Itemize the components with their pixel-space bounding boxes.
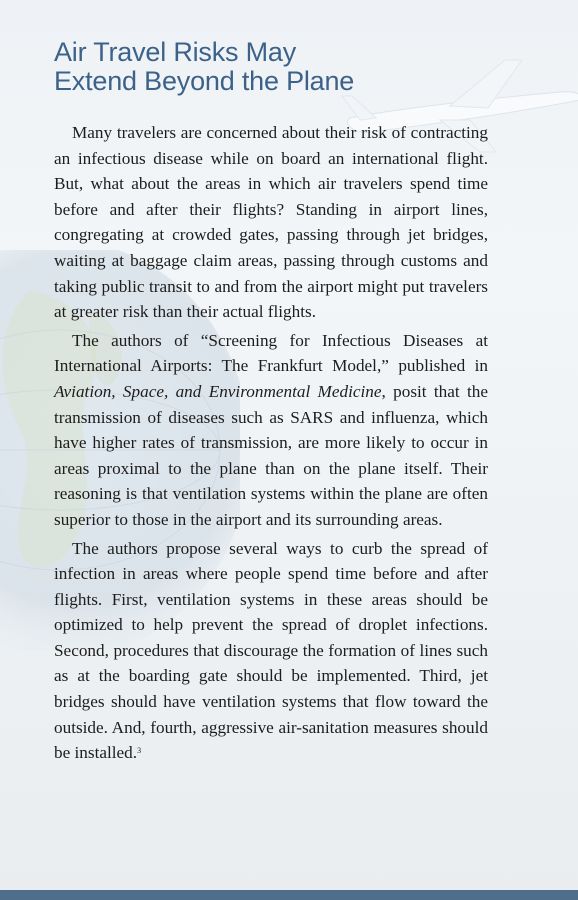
paragraph-1-text: Many travelers are concerned about their risk of contracting an infectious disease while on board an international flight. But, what about the areas in which air travelers spend time before and after their flights? Standing in airport lines, congregating at crowded gates, passing through jet bridges, waiting at baggage claim areas, passing through customs and taking public transit to and from the airport might put travelers at greater risk than their actual flights. <box>54 123 488 322</box>
title-line-1: Air Travel Risks May <box>54 37 297 67</box>
paragraph-3 <box>54 536 488 766</box>
journal-title: Aviation, Space, and Environmental Medicine <box>54 381 382 401</box>
paragraph-2 <box>54 328 488 533</box>
paragraph-2-after: , posit that the transmission of diseases such as SARS and influenza, which have higher rates of transmission, are more likely to occur in areas proximal to the plane than on the plane itself. Their reasoning is that ventilation systems within the plane are often superior to those in the airport and its surrounding areas. <box>54 381 488 529</box>
article-body <box>54 120 488 769</box>
paragraph-2-before: The authors of “Screening for Infectious Diseases at International Airports: The Frankfurt Model,” published in <box>54 330 488 376</box>
footer-bar <box>0 890 578 900</box>
title-line-2: Extend Beyond the Plane <box>54 66 355 96</box>
article-title <box>54 38 354 96</box>
paragraph-3-text: The authors propose several ways to curb the spread of infection in areas where people spend time before and after flights. First, ventilation systems in these areas should be optimized to help prevent the spread of droplet infections. Second, procedures that discourage the formation of lines such as at the boarding gate should be implemented. Third, jet bridges should have ventilation systems that flow toward the outside. And, fourth, aggressive air-sanitation measures should be installed. <box>54 538 488 763</box>
footnote-marker: 3 <box>137 746 142 756</box>
paragraph-1 <box>54 120 488 325</box>
